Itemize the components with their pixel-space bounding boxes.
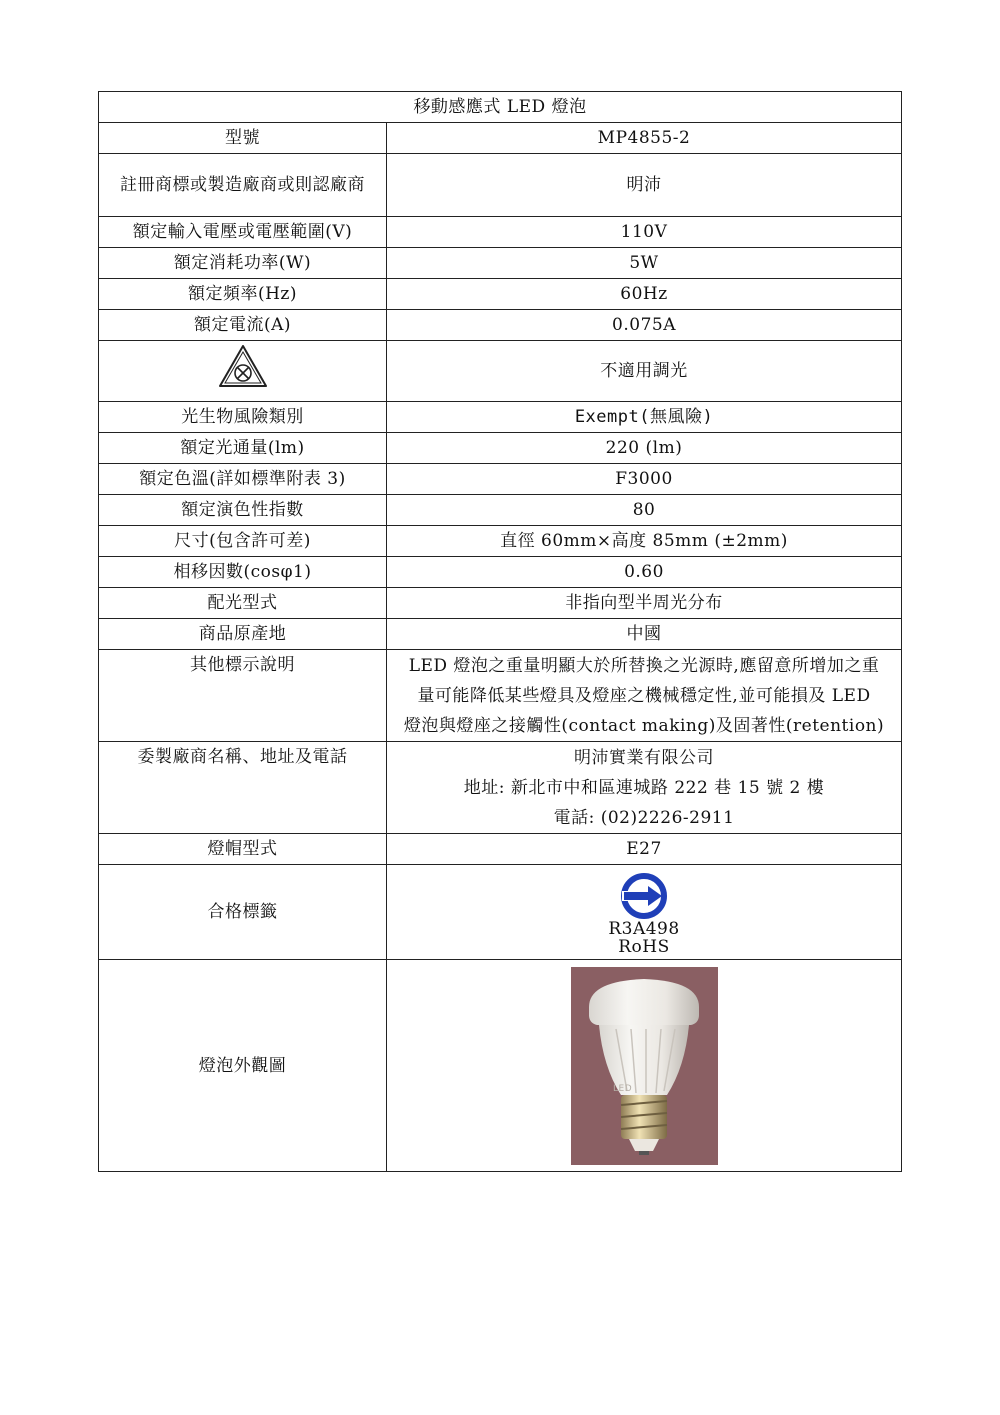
row-value-other-notes [387, 650, 902, 742]
row-value-power-factor: 0.60 [387, 557, 902, 588]
maker-address: 地址: 新北市中和區連城路 222 巷 15 號 2 樓 [463, 777, 825, 798]
row-label-power-factor: 相移因數(cosφ1) [99, 557, 387, 588]
row-label-cri: 額定演色性指數 [99, 495, 387, 526]
row-label-other-notes: 其他標示說明 [99, 650, 387, 742]
compliance-code: R3A498 [608, 919, 680, 939]
row-label-luminous-flux: 額定光通量(lm) [99, 433, 387, 464]
row-value-current: 0.075A [387, 310, 902, 341]
row-label-compliance: 合格標籤 [99, 865, 387, 960]
row-value-light-distribution: 非指向型半周光分布 [387, 588, 902, 619]
row-label-voltage: 額定輸入電壓或電壓範圍(V) [99, 217, 387, 248]
row-label-maker: 委製廠商名稱、地址及電話 [99, 742, 387, 834]
row-value-power: 5W [387, 248, 902, 279]
spec-table [98, 91, 902, 1172]
row-label-light-distribution: 配光型式 [99, 588, 387, 619]
row-label-dimensions: 尺寸(包含許可差) [99, 526, 387, 557]
row-label-cap: 燈帽型式 [99, 834, 387, 865]
table-title: 移動感應式 LED 燈泡 [99, 92, 902, 123]
row-value-cap: E27 [387, 834, 902, 865]
rohs-label: RoHS [618, 937, 670, 957]
row-value-dimensions: 直徑 60mm×高度 85mm (±2mm) [387, 526, 902, 557]
row-value-color-temp: F3000 [387, 464, 902, 495]
row-value-model: MP4855-2 [387, 123, 902, 154]
note-line: 量可能降低某些燈具及燈座之機械穩定性,並可能損及 LED [417, 685, 871, 706]
note-line: 燈泡與燈座之接觸性(contact making)及固著性(retention) [403, 715, 885, 736]
row-label-appearance: 燈泡外觀圖 [99, 960, 387, 1172]
no-dimming-warning-icon [217, 343, 269, 399]
bulb-led-text: LED [612, 1083, 632, 1094]
row-value-appearance [387, 960, 902, 1172]
row-value-origin: 中國 [387, 619, 902, 650]
row-value-cri: 80 [387, 495, 902, 526]
bulb-photo [571, 967, 718, 1165]
row-value-frequency: 60Hz [387, 279, 902, 310]
row-value-dimming: 不適用調光 [387, 341, 902, 402]
row-label-photobio-risk: 光生物風險類別 [99, 402, 387, 433]
row-label-model: 型號 [99, 123, 387, 154]
note-line: LED 燈泡之重量明顯大於所替換之光源時,應留意所增加之重 [408, 655, 880, 676]
row-label-brand: 註冊商標或製造廠商或則認廠商 [99, 154, 387, 217]
maker-name: 明沛實業有限公司 [574, 747, 714, 768]
row-label-dimming [99, 341, 387, 402]
compliance-mark [393, 866, 895, 958]
row-value-maker [387, 742, 902, 834]
row-label-origin: 商品原產地 [99, 619, 387, 650]
maker-phone: 電話: (02)2226-2911 [553, 807, 735, 828]
row-value-brand: 明沛 [387, 154, 902, 217]
row-label-current: 額定電流(A) [99, 310, 387, 341]
row-label-frequency: 額定頻率(Hz) [99, 279, 387, 310]
row-label-color-temp: 額定色溫(詳如標準附表 3) [99, 464, 387, 495]
row-label-power: 額定消耗功率(W) [99, 248, 387, 279]
row-value-compliance [387, 865, 902, 960]
row-value-photobio-risk: Exempt(無風險) [387, 402, 902, 433]
row-value-voltage: 110V [387, 217, 902, 248]
bsmi-mark-icon [620, 872, 668, 920]
row-value-luminous-flux: 220 (lm) [387, 433, 902, 464]
